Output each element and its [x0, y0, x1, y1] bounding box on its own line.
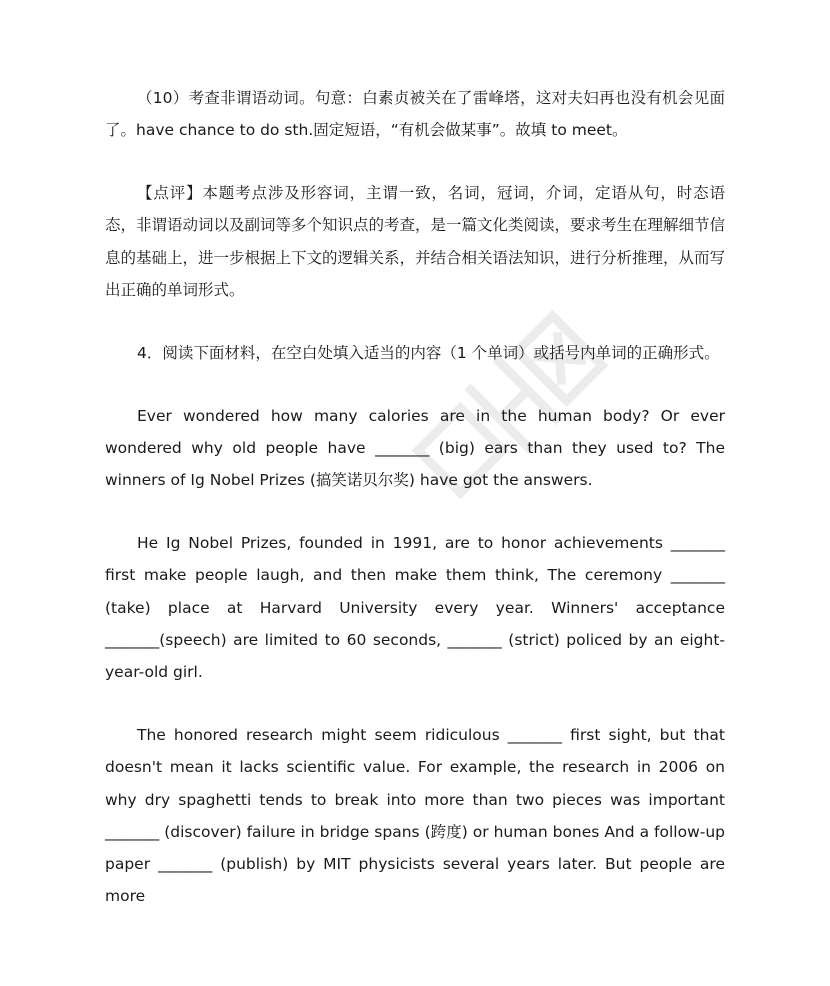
analysis-paragraph-10: （10）考查非谓语动词。句意：白素贞被关在了雷峰塔，这对夫妇再也没有机会见面了。have chance to do sth.固定短语，“有机会做某事”。故填 to meet。: [105, 89, 725, 140]
comment-paragraph: 【点评】本题考点涉及形容词，主谓一致，名词，冠词，介词，定语从句，时态语态，非谓语动词以及副词等多个知识点的考查，是一篇文化类阅读，要求考生在理解细节信息的基础上，进一步根据上下文的逻辑关系，并结合相关语法知识，进行分析推理，从而写出正确的单词形式。: [105, 184, 726, 299]
passage-paragraph-3: The honored research might seem ridiculous _______ first sight, but that doesn't mean it lacks scientific value. For example, the research in 2006 on why dry spaghetti tends to break into more than two pieces was important _______ (discover) failure in bridge spans (跨度) or human bones And a follow-up paper _______ (publish) by MIT physicists several years later. But people are more: [105, 725, 725, 906]
passage-paragraph-2: He Ig Nobel Prizes, founded in 1991, are to honor achievements _______ first make people laugh, and then make them think, The ceremony _______ (take) place at Harvard University every year. Winners' acceptance _______(speech) are limited to 60 seconds, _______ (strict) policed by an eight-year-old girl.: [105, 533, 725, 682]
document-page: [105, 82, 725, 913]
passage-paragraph-1: Ever wondered how many calories are in the human body? Or ever wondered why old people have _______ (big) ears than they used to? The winners of Ig Nobel Prizes (搞笑诺贝尔奖) have got the answers.: [105, 406, 725, 490]
question-4-instruction: 4．阅读下面材料，在空白处填入适当的内容（1 个单词）或括号内单词的正确形式。: [137, 343, 720, 362]
